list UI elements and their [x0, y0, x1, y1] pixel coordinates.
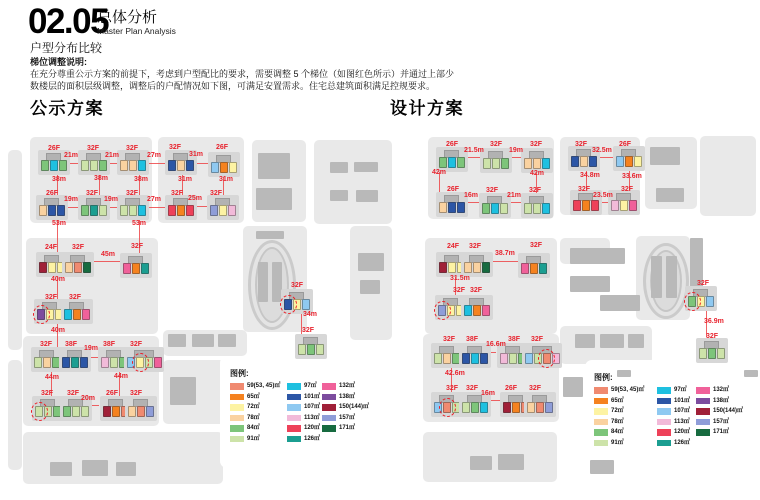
unit-block — [571, 156, 579, 167]
context-building — [651, 256, 662, 298]
plan-annotation: 32F — [486, 187, 499, 194]
plan-annotation: 26F — [619, 141, 632, 148]
building-cluster — [520, 256, 548, 275]
legend-label: 107㎡ — [304, 404, 321, 410]
legend-label: 101㎡ — [304, 393, 321, 400]
legend-label: 157㎡ — [713, 418, 730, 425]
plan-annotation: 32F — [130, 390, 143, 397]
building-units — [482, 158, 510, 169]
unit-block — [491, 203, 499, 214]
context-building — [590, 460, 614, 474]
unit-block — [611, 200, 619, 211]
plan-annotation: 32F — [40, 341, 53, 348]
plan-annotation: 21m — [105, 152, 120, 159]
legend-label: 132㎡ — [713, 387, 730, 393]
unit-block — [457, 157, 465, 168]
building-cluster — [433, 346, 461, 365]
unit-block — [434, 353, 442, 364]
plan-annotation: 32F — [470, 287, 483, 294]
unit-block — [542, 158, 550, 169]
unit-block — [464, 305, 472, 316]
plan-annotation: 32F — [575, 141, 588, 148]
building-cluster — [438, 150, 466, 169]
legend-label: 91㎡ — [247, 435, 260, 442]
legend-label: 120㎡ — [304, 425, 321, 431]
plan-annotation: 38F — [508, 336, 521, 343]
plan-annotation: 16m — [481, 390, 496, 397]
plan-annotation: 32F — [529, 187, 542, 194]
section-heading: 户型分布比较 — [30, 41, 103, 55]
building-cluster — [463, 298, 491, 317]
plan-annotation: 16m — [464, 192, 479, 199]
building-units — [523, 158, 551, 169]
plan-annotation: 38.7m — [495, 250, 515, 257]
plan-annotation: 32F — [469, 243, 482, 250]
plan-annotation: 21.5m — [464, 147, 484, 154]
unit-block — [533, 203, 541, 214]
plan-annotation: 21m — [64, 152, 79, 159]
plan-annotation: 38F — [103, 341, 116, 348]
unit-block — [525, 353, 533, 364]
page-title: 总体分析 — [97, 9, 158, 26]
unit-block — [439, 262, 447, 273]
context-building — [575, 334, 595, 348]
building-cluster — [524, 346, 560, 365]
plan-annotation: 26F — [447, 186, 460, 193]
building-cluster — [463, 255, 491, 274]
legend-label: 171㎡ — [339, 425, 356, 431]
plan-annotation: 32F — [530, 141, 543, 148]
plan-annotation: 42.6m — [445, 370, 465, 377]
legend-label: 97㎡ — [304, 383, 317, 389]
building-cluster — [482, 151, 510, 170]
unit-block — [524, 158, 532, 169]
plan-annotation: 40m — [51, 327, 66, 334]
unit-block — [480, 353, 488, 364]
plan-annotation: 26F — [505, 385, 518, 392]
legend-swatch — [696, 419, 710, 426]
building-cluster — [461, 346, 489, 365]
plan-annotation: 32F — [130, 341, 143, 348]
plan-annotation: 45m — [101, 251, 116, 258]
unit-block — [464, 262, 472, 273]
unit-block — [717, 348, 725, 359]
legend-label: 72㎡ — [611, 408, 624, 414]
note-line-1: 在充分尊重公示方案的前提下，考虑到户型配比的要求，需要调整 5 个梯位（如图红色所示）并通过上部少 — [30, 69, 455, 79]
building-units — [570, 156, 598, 167]
legend-swatch — [696, 398, 710, 405]
building-units — [523, 203, 551, 214]
plan-annotation: 27m — [147, 196, 162, 203]
legend-label: 78㎡ — [247, 414, 260, 421]
unit-block — [471, 402, 479, 413]
unit-block — [580, 156, 588, 167]
plan-annotation: 32F — [45, 294, 58, 301]
plan-annotation: 32.5m — [592, 147, 612, 154]
plan-annotation: 32F — [443, 336, 456, 343]
unit-block — [482, 262, 490, 273]
unit-block — [482, 305, 490, 316]
legend-label: 157㎡ — [339, 414, 356, 421]
legend-label: 91㎡ — [611, 439, 624, 446]
unit-block — [480, 402, 488, 413]
unit-block — [462, 402, 470, 413]
building-units — [615, 156, 643, 167]
unit-block — [439, 157, 447, 168]
legend-label: 171㎡ — [713, 429, 730, 435]
plan-annotation: 26F — [216, 144, 229, 151]
building-cluster — [438, 195, 466, 214]
plan-annotation: 20m — [81, 395, 96, 402]
unit-block — [591, 200, 599, 211]
unit-block — [533, 158, 541, 169]
unit-block — [527, 402, 535, 413]
unit-block — [589, 156, 597, 167]
adjusted-unit-marker — [684, 292, 701, 311]
unit-block — [708, 348, 716, 359]
plan-annotation: 32F — [86, 190, 99, 197]
context-building — [656, 188, 684, 202]
plan-annotation: 27m — [147, 152, 162, 159]
legend-label: 126㎡ — [674, 439, 691, 446]
plan-annotation: 32F — [210, 190, 223, 197]
plan-annotation: 32F — [126, 145, 139, 152]
legend-title: 图例: — [230, 369, 249, 378]
legend-title: 图例: — [594, 373, 613, 382]
context-building — [628, 334, 644, 348]
unit-block — [448, 157, 456, 168]
legend-label: 78㎡ — [611, 418, 624, 425]
context-building — [498, 454, 524, 470]
unit-block — [699, 348, 707, 359]
plan-annotation: 38m — [134, 176, 149, 183]
legend-label: 150(144)㎡ — [339, 404, 370, 410]
plan-annotation: 32F — [87, 145, 100, 152]
plan-annotation: 32F — [171, 190, 184, 197]
plan-annotation: 38m — [94, 175, 109, 182]
legend-label: 138㎡ — [713, 397, 730, 404]
plan-annotation: 38F — [466, 336, 479, 343]
unit-block — [530, 263, 538, 274]
plan-annotation: 44m — [45, 374, 60, 381]
plan-annotation: 32F — [291, 282, 304, 289]
unit-block — [620, 200, 628, 211]
plan-annotation: 32F — [578, 186, 591, 193]
unit-block — [473, 262, 481, 273]
unit-block — [457, 202, 465, 213]
building-units — [698, 348, 726, 359]
unit-block — [634, 156, 642, 167]
building-units — [438, 202, 466, 213]
unit-block — [503, 402, 511, 413]
building-units — [463, 305, 491, 316]
legend-swatch — [594, 398, 608, 405]
context-building — [570, 276, 610, 292]
unit-block — [524, 203, 532, 214]
legend-label: 97㎡ — [674, 387, 687, 393]
plan-annotation: 38F — [65, 341, 78, 348]
legend-swatch — [696, 429, 710, 436]
unit-block — [521, 263, 529, 274]
building-cluster — [526, 395, 554, 414]
plan-annotation: 32F — [67, 390, 80, 397]
legend-label: 101㎡ — [674, 397, 691, 404]
page-subtitle-en: Master Plan Analysis — [97, 26, 176, 36]
legend-swatch — [594, 408, 608, 415]
legend-swatch — [594, 429, 608, 436]
plan-annotation: 16.6m — [486, 341, 506, 348]
plan-annotation: 32F — [126, 190, 139, 197]
plan-annotation: 32F — [131, 243, 144, 250]
plan-annotation: 26F — [46, 190, 59, 197]
unit-block — [616, 156, 624, 167]
legend-label: 59(53, 45)㎡ — [247, 383, 281, 389]
legend-label: 113㎡ — [304, 414, 320, 421]
plan-annotation: 32F — [446, 385, 459, 392]
plan-annotation: 42m — [432, 169, 447, 176]
building-cluster — [615, 149, 643, 168]
plan-annotation: 32F — [41, 390, 54, 397]
legend-swatch — [594, 387, 608, 394]
note-line-2: 数楼层的面积层级调整，调整后的户配情况如下图，可满足安置需求。住宅总建筑面积满足控规要求。 — [30, 81, 436, 91]
building-units — [461, 402, 489, 413]
context-building — [666, 256, 677, 298]
legend-swatch — [657, 398, 671, 405]
plan-annotation: 19m — [104, 196, 119, 203]
unit-block — [625, 156, 633, 167]
context-building — [617, 370, 631, 377]
unit-block — [536, 402, 544, 413]
plan-annotation: 32F — [69, 294, 82, 301]
plan-annotation: 33.6m — [622, 173, 642, 180]
building-cluster — [461, 395, 489, 414]
unit-block — [439, 202, 447, 213]
building-units — [433, 353, 461, 364]
unit-block — [539, 263, 547, 274]
unit-block — [582, 200, 590, 211]
plan-annotation: 21m — [507, 192, 522, 199]
building-cluster — [433, 395, 461, 414]
adjusted-unit-marker — [434, 301, 451, 320]
building-units — [526, 402, 554, 413]
plan-annotation: 25m — [188, 195, 203, 202]
legend-label: 120㎡ — [674, 429, 691, 435]
plan-annotation: 26F — [48, 145, 61, 152]
legend-label: 84㎡ — [247, 425, 260, 431]
unit-block — [482, 203, 490, 214]
building-cluster — [698, 341, 726, 360]
unit-block — [500, 203, 508, 214]
unit-block — [492, 158, 500, 169]
unit-block — [473, 305, 481, 316]
building-cluster — [610, 193, 638, 212]
legend-swatch — [657, 387, 671, 394]
building-units — [461, 353, 489, 364]
legend-swatch — [657, 419, 671, 426]
note-title: 梯位调整说明: — [30, 57, 87, 67]
legend-label: 132㎡ — [339, 383, 356, 389]
plan-annotation: 44m — [114, 373, 129, 380]
context-building — [600, 334, 624, 348]
plan-annotation: 32F — [490, 141, 503, 148]
plan-annotation: 19m — [84, 345, 99, 352]
plan-annotation: 32F — [169, 144, 182, 151]
adjusted-unit-marker — [439, 398, 456, 417]
unit-block — [448, 262, 456, 273]
plan-title-public: 公示方案 — [30, 99, 104, 118]
unit-block — [471, 353, 479, 364]
unit-block — [501, 158, 509, 169]
legend-swatch — [657, 408, 671, 415]
building-cluster — [687, 289, 715, 308]
adjusted-unit-marker — [538, 349, 555, 368]
legend-label: 113㎡ — [674, 418, 690, 425]
plan-annotation: 31m — [219, 176, 234, 183]
unit-block — [443, 353, 451, 364]
plan-annotation: 32F — [706, 333, 719, 340]
plan-annotation: 53m — [52, 220, 67, 227]
building-cluster — [523, 196, 551, 215]
plan-annotation: 31.5m — [450, 275, 470, 282]
unit-block — [512, 402, 520, 413]
unit-block — [462, 353, 470, 364]
context-building — [650, 147, 680, 165]
building-cluster — [481, 196, 509, 215]
unit-block — [509, 353, 517, 364]
unit-block — [573, 200, 581, 211]
plan-annotation: 38m — [52, 176, 67, 183]
context-building — [470, 456, 492, 470]
plan-annotation: 34m — [303, 311, 318, 318]
plan-annotation: 40m — [51, 276, 66, 283]
building-units — [520, 263, 548, 274]
legend-swatch — [594, 419, 608, 426]
unit-block — [500, 353, 508, 364]
context-building — [744, 370, 758, 377]
plan-annotation: 26F — [106, 390, 119, 397]
legend-label: 138㎡ — [339, 393, 356, 400]
plan-annotation: 32F — [530, 242, 543, 249]
legend-label: 65㎡ — [247, 393, 260, 400]
legend-label: 107㎡ — [674, 408, 691, 414]
building-units — [481, 203, 509, 214]
building-units — [572, 200, 600, 211]
legend-label: 72㎡ — [247, 404, 260, 410]
plan-annotation: 36.9m — [704, 318, 724, 325]
plan-annotation: 24F — [447, 243, 460, 250]
plan-annotation: 19m — [509, 147, 524, 154]
plan-annotation: 42m — [530, 170, 545, 177]
plan-annotation: 32F — [621, 186, 634, 193]
legend-label: 126㎡ — [304, 435, 321, 442]
building-units — [610, 200, 638, 211]
legend-swatch — [594, 440, 608, 447]
legend-swatch — [657, 429, 671, 436]
plan-annotation: 32F — [466, 385, 479, 392]
context-building — [600, 295, 640, 311]
unit-block — [545, 402, 553, 413]
map-parcel — [700, 136, 756, 216]
legend-label: 150(144)㎡ — [713, 408, 744, 414]
plan-annotation: 26F — [446, 141, 459, 148]
plan-title-design: 设计方案 — [390, 99, 464, 118]
plan-annotation: 32F — [531, 336, 544, 343]
plan-annotation: 32F — [529, 385, 542, 392]
building-units — [438, 157, 466, 168]
building-units — [463, 262, 491, 273]
legend-swatch — [696, 387, 710, 394]
unit-block — [448, 202, 456, 213]
plan-annotation: 53m — [132, 220, 147, 227]
legend-swatch — [696, 408, 710, 415]
legend-label: 65㎡ — [611, 397, 624, 404]
unit-block — [629, 200, 637, 211]
plan-annotation: 32F — [697, 280, 710, 287]
plan-annotation: 23.5m — [593, 192, 613, 199]
plan-annotation: 34.8m — [580, 172, 600, 179]
context-building — [563, 377, 583, 397]
plan-annotation: 32F — [72, 244, 85, 251]
plan-annotation: 24F — [45, 244, 58, 251]
section-number: 02.05 — [28, 2, 109, 41]
unit-block — [483, 158, 491, 169]
plan-annotation: 31m — [189, 151, 204, 158]
building-cluster — [523, 151, 551, 170]
unit-block — [706, 296, 714, 307]
legend-label: 59(53, 45)㎡ — [611, 387, 645, 393]
plan-annotation: 32F — [453, 287, 466, 294]
context-building — [570, 248, 625, 264]
unit-block — [542, 203, 550, 214]
plan-annotation: 31m — [178, 176, 193, 183]
legend-swatch — [657, 440, 671, 447]
legend-label: 84㎡ — [611, 429, 624, 435]
plan-annotation: 19m — [64, 196, 79, 203]
plan-annotation: 32F — [302, 327, 315, 334]
